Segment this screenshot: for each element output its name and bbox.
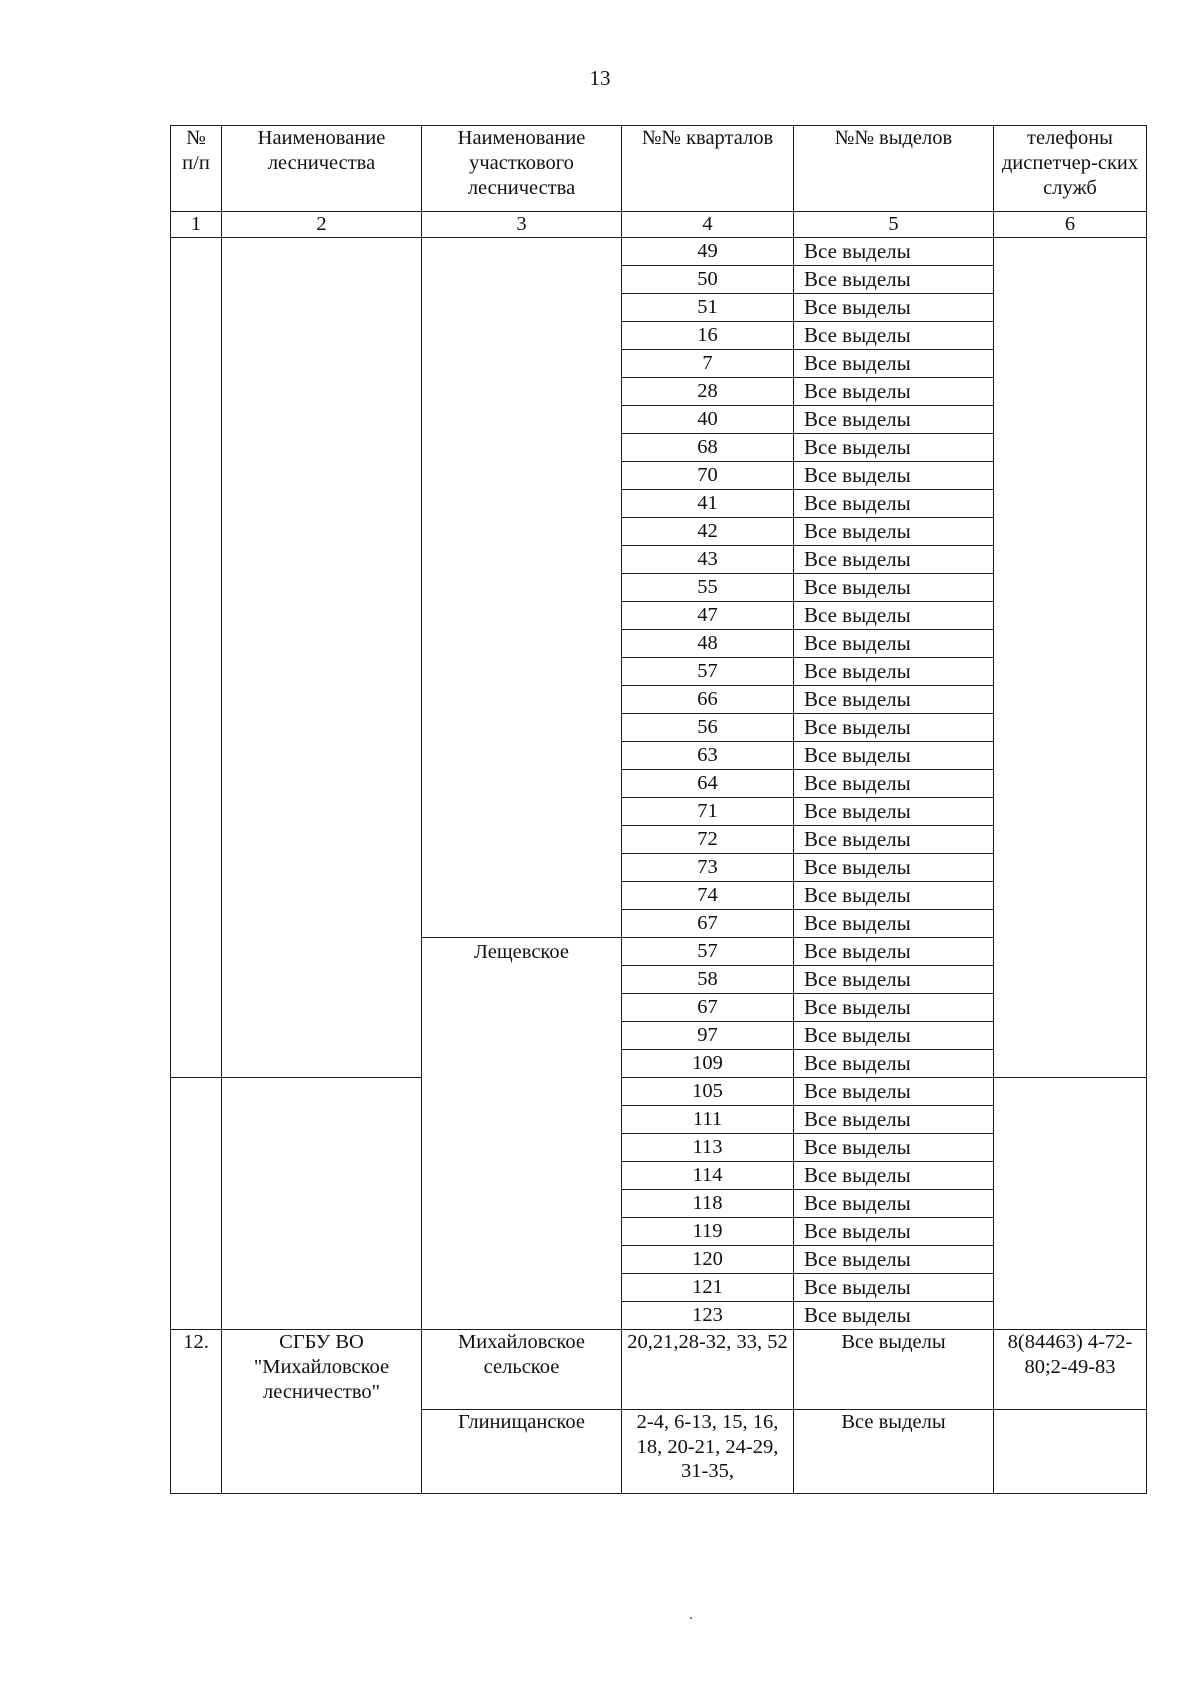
forestry-cell	[222, 238, 422, 1078]
quarter-cell: 67	[622, 910, 794, 938]
phone-cell: 8(84463) 4-72-80;2-49-83	[994, 1330, 1147, 1410]
allotments-cell: Все выделы	[794, 658, 994, 686]
allotments-cell: Все выделы	[794, 434, 994, 462]
phone-cell	[994, 1410, 1147, 1494]
allotments-cell: Все выделы	[794, 1330, 994, 1410]
allotments-cell: Все выделы	[794, 238, 994, 266]
district-forestry-name: Глинищанское	[422, 1410, 622, 1494]
quarter-cell: 48	[622, 630, 794, 658]
allotments-cell: Все выделы	[794, 602, 994, 630]
allotments-cell: Все выделы	[794, 994, 994, 1022]
header-district-forestry: Наименование участкового лесничества	[422, 126, 622, 212]
quarter-cell: 28	[622, 378, 794, 406]
forestry-name: СГБУ ВО "Михайловское лесничество"	[222, 1330, 422, 1494]
quarter-cell: 68	[622, 434, 794, 462]
quarter-cell: 72	[622, 826, 794, 854]
allotments-cell: Все выделы	[794, 1218, 994, 1246]
header-row	[171, 126, 1147, 212]
quarter-cell: 119	[622, 1218, 794, 1246]
allotments-cell: Все выделы	[794, 854, 994, 882]
allotments-cell: Все выделы	[794, 882, 994, 910]
quarter-cell: 97	[622, 1022, 794, 1050]
quarter-cell: 49	[622, 238, 794, 266]
allotments-cell: Все выделы	[794, 770, 994, 798]
quarter-cell: 50	[622, 266, 794, 294]
row-number-cell	[171, 238, 222, 1078]
phone-cell	[994, 238, 1147, 1078]
allotments-cell: Все выделы	[794, 1106, 994, 1134]
allotments-cell: Все выделы	[794, 546, 994, 574]
allotments-cell: Все выделы	[794, 1274, 994, 1302]
allotments-cell: Все выделы	[794, 1302, 994, 1330]
quarter-cell: 66	[622, 686, 794, 714]
row-number-cell: 12.	[171, 1330, 222, 1494]
allotments-cell: Все выделы	[794, 966, 994, 994]
allotments-cell: Все выделы	[794, 350, 994, 378]
allotments-cell: Все выделы	[794, 910, 994, 938]
allotments-cell: Все выделы	[794, 714, 994, 742]
allotments-cell: Все выделы	[794, 826, 994, 854]
quarter-cell: 105	[622, 1078, 794, 1106]
quarter-cell: 63	[622, 742, 794, 770]
allotments-cell: Все выделы	[794, 266, 994, 294]
district-forestry-cell	[422, 238, 622, 938]
allotments-cell: Все выделы	[794, 1050, 994, 1078]
district-forestry-name: Михайловское сельское	[422, 1330, 622, 1410]
allotments-cell: Все выделы	[794, 406, 994, 434]
quarter-cell: 120	[622, 1246, 794, 1274]
quarter-cell: 113	[622, 1134, 794, 1162]
quarter-cell: 41	[622, 490, 794, 518]
column-number: 2	[222, 212, 422, 238]
allotments-cell: Все выделы	[794, 574, 994, 602]
header-forestry: Наименование лесничества	[222, 126, 422, 212]
column-number: 6	[994, 212, 1147, 238]
allotments-cell: Все выделы	[794, 1190, 994, 1218]
quarter-cell: 121	[622, 1274, 794, 1302]
column-number: 5	[794, 212, 994, 238]
column-numbers-row	[171, 212, 1147, 238]
quarter-cell: 109	[622, 1050, 794, 1078]
quarter-cell: 20,21,28-32, 33, 52	[622, 1330, 794, 1410]
quarter-cell: 73	[622, 854, 794, 882]
quarter-cell: 118	[622, 1190, 794, 1218]
column-number: 1	[171, 212, 222, 238]
quarter-cell: 40	[622, 406, 794, 434]
quarter-cell: 64	[622, 770, 794, 798]
header-number: № п/п	[171, 126, 222, 212]
quarter-cell: 123	[622, 1302, 794, 1330]
page-number: 13	[589, 66, 611, 90]
header-quarters: №№ кварталов	[622, 126, 794, 212]
allotments-cell: Все выделы	[794, 490, 994, 518]
allotments-cell: Все выделы	[794, 1410, 994, 1494]
allotments-cell: Все выделы	[794, 1078, 994, 1106]
quarter-cell: 56	[622, 714, 794, 742]
allotments-cell: Все выделы	[794, 1022, 994, 1050]
allotments-cell: Все выделы	[794, 378, 994, 406]
allotments-cell: Все выделы	[794, 742, 994, 770]
allotments-cell: Все выделы	[794, 1246, 994, 1274]
table-row-12-a	[171, 1330, 1147, 1410]
quarter-cell: 111	[622, 1106, 794, 1134]
quarter-cell: 57	[622, 658, 794, 686]
table-row	[171, 1078, 1147, 1106]
allotments-cell: Все выделы	[794, 322, 994, 350]
forestry-cell	[222, 1078, 422, 1330]
quarter-cell: 47	[622, 602, 794, 630]
allotments-cell: Все выделы	[794, 938, 994, 966]
allotments-cell: Все выделы	[794, 798, 994, 826]
quarter-cell: 57	[622, 938, 794, 966]
forestry-table	[170, 125, 1147, 1494]
allotments-cell: Все выделы	[794, 1162, 994, 1190]
allotments-cell: Все выделы	[794, 630, 994, 658]
allotments-cell: Все выделы	[794, 462, 994, 490]
quarter-cell: 7	[622, 350, 794, 378]
quarter-cell: 67	[622, 994, 794, 1022]
header-phones: телефоны диспетчер-ских служб	[994, 126, 1147, 212]
allotments-cell: Все выделы	[794, 518, 994, 546]
header-allotments: №№ выделов	[794, 126, 994, 212]
quarter-cell: 2-4, 6-13, 15, 16, 18, 20-21, 24-29, 31-35,	[622, 1410, 794, 1494]
quarter-cell: 43	[622, 546, 794, 574]
district-forestry-name: Лещевское	[422, 938, 622, 1330]
scan-speck	[690, 1617, 692, 1619]
quarter-cell: 70	[622, 462, 794, 490]
quarter-cell: 58	[622, 966, 794, 994]
allotments-cell: Все выделы	[794, 1134, 994, 1162]
allotments-cell: Все выделы	[794, 686, 994, 714]
allotments-cell: Все выделы	[794, 294, 994, 322]
quarter-cell: 16	[622, 322, 794, 350]
table-row	[171, 238, 1147, 266]
quarter-cell: 114	[622, 1162, 794, 1190]
quarter-cell: 42	[622, 518, 794, 546]
quarter-cell: 51	[622, 294, 794, 322]
phone-cell	[994, 1078, 1147, 1330]
quarter-cell: 74	[622, 882, 794, 910]
quarter-cell: 55	[622, 574, 794, 602]
quarter-cell: 71	[622, 798, 794, 826]
column-number: 4	[622, 212, 794, 238]
column-number: 3	[422, 212, 622, 238]
row-number-cell	[171, 1078, 222, 1330]
